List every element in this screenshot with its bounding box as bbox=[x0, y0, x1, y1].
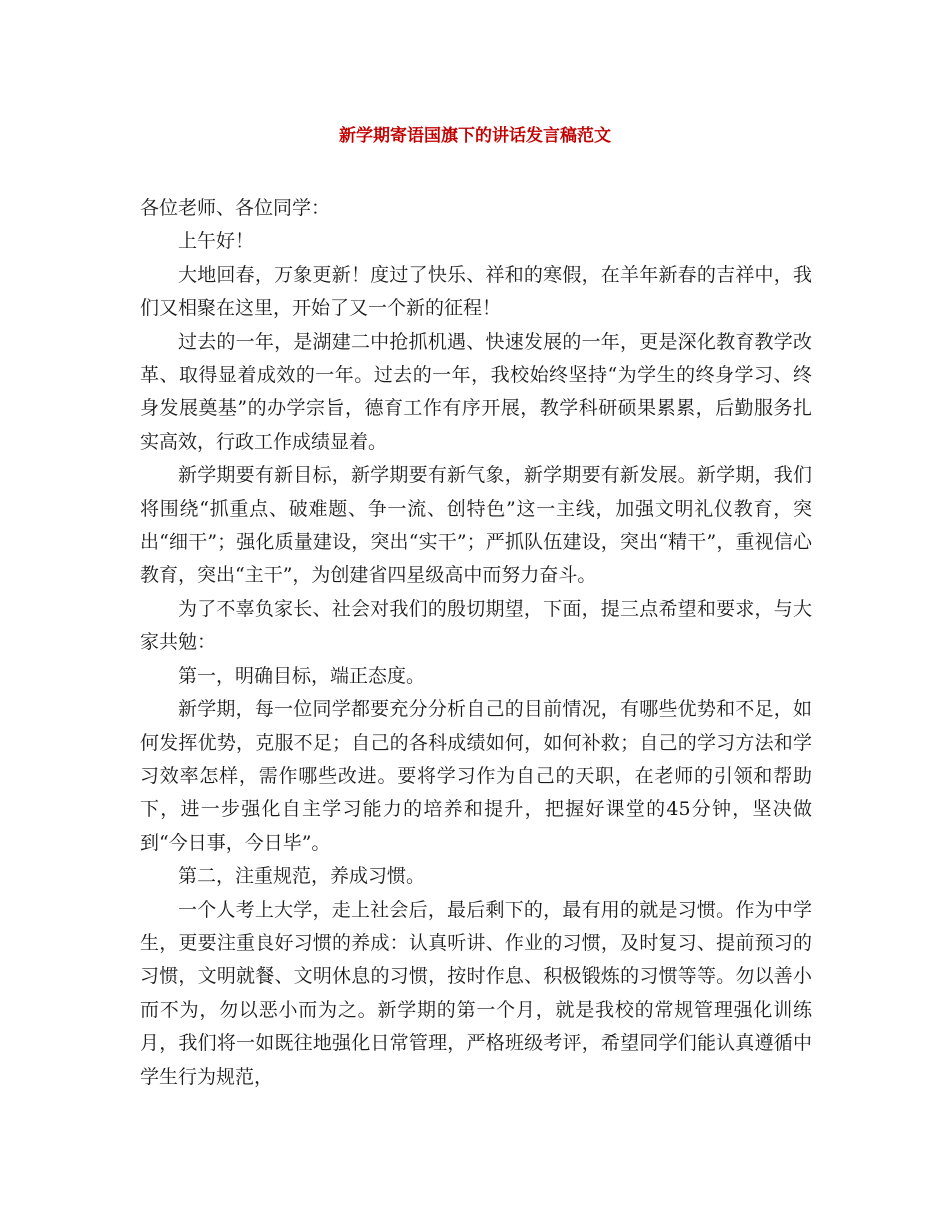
paragraph-salutation: 各位老师、各位同学： bbox=[140, 197, 331, 219]
document-body bbox=[140, 192, 812, 1094]
paragraph-greeting: 上午好！ bbox=[178, 230, 255, 253]
paragraph: 大地回春，万象更新！度过了快乐、祥和的寒假，在羊年新春的吉祥中，我们又相聚在这里，开始了又一个新的征程！ bbox=[140, 263, 812, 320]
paragraph: 新学期，每一位同学都要充分分析自己的目前情况，有哪些优势和不足，如何发挥优势，克服不足；自己的各科成绩如何，如何补救；自己的学习方法和学习效率怎样，需作哪些改进。要将学习作为自己的天职，在老师的引领和帮助下，进一步强化自主学习能力的培养和提升，把握好课堂的45分钟，坚决做到“今日事，今日毕”。 bbox=[140, 698, 812, 854]
paragraph: 过去的一年，是湖建二中抢抓机遇、快速发展的一年，更是深化教育教学改革、取得显着成效的一年。过去的一年，我校始终坚持“为学生的终身学习、终身发展奠基”的办学宗旨，德育工作有序开展，教学科研硕果累累，后勤服务扎实高效，行政工作成绩显着。 bbox=[140, 330, 812, 453]
paragraph: 新学期要有新目标，新学期要有新气象，新学期要有新发展。新学期，我们将围绕“抓重点、破难题、争一流、创特色”这一主线，加强文明礼仪教育，突出“细干”；强化质量建设，突出“实干”；严抓队伍建设，突出“精干”，重视信心教育，突出“主干”，为创建省四星级高中而努力奋斗。 bbox=[140, 464, 812, 587]
paragraph-heading: 第一，明确目标，端正态度。 bbox=[178, 664, 426, 687]
paragraph: 一个人考上大学，走上社会后，最后剩下的，最有用的就是习惯。作为中学生，更要注重良好习惯的养成：认真听讲、作业的习惯，及时复习、提前预习的习惯，文明就餐、文明休息的习惯，按时作息、积极锻炼的习惯等等。勿以善小而不为，勿以恶小而为之。新学期的第一个月，就是我校的常规管理强化训练月，我们将一如既往地强化日常管理，严格班级考评，希望同学们能认真遵循中学生行为规范， bbox=[140, 898, 812, 1088]
document-title: 新学期寄语国旗下的讲话发言稿范文 bbox=[339, 126, 611, 146]
paragraph-heading: 第二，注重规范，养成习惯。 bbox=[178, 865, 426, 888]
paragraph: 为了不辜负家长、社会对我们的殷切期望，下面，提三点希望和要求，与大家共勉： bbox=[140, 597, 812, 654]
